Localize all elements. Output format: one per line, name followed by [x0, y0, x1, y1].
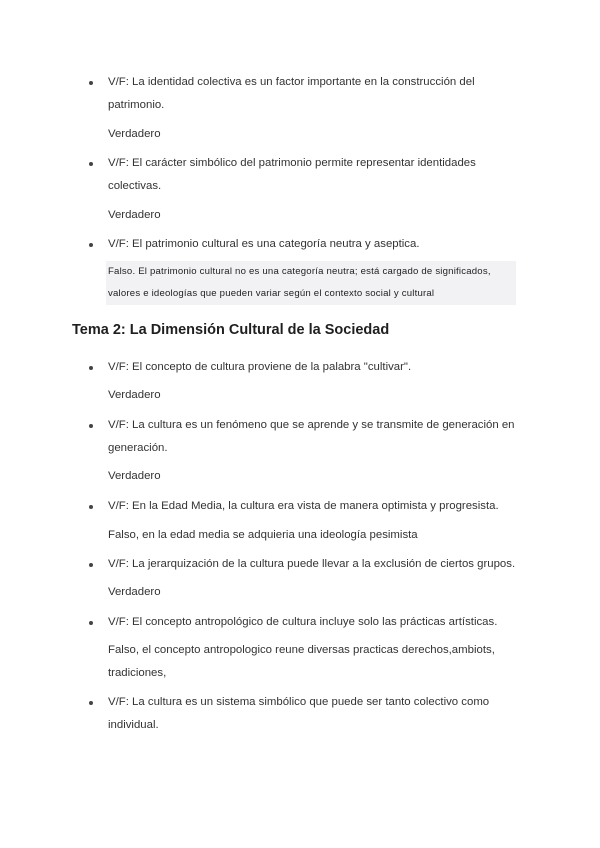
question-text: V/F: La cultura es un sistema simbólico que puede ser tanto colectivo como individual. — [108, 696, 490, 731]
question-text: V/F: La jerarquización de la cultura puede llevar a la exclusión de ciertos grupos. — [108, 558, 516, 570]
bullet-icon — [89, 424, 93, 428]
answer-text: Verdadero — [108, 389, 161, 401]
bullet-icon — [89, 505, 93, 509]
question-text: V/F: En la Edad Media, la cultura era vista de manera optimista y progresista. — [108, 500, 499, 512]
question-text: V/F: El concepto antropológico de cultura incluye solo las prácticas artísticas. — [108, 616, 498, 628]
answer-text: Verdadero — [108, 128, 161, 140]
bullet-icon — [89, 81, 93, 85]
answer-text: Verdadero — [108, 586, 161, 598]
answer-text: Verdadero — [108, 470, 161, 482]
bullet-icon — [89, 621, 93, 625]
answer-text: Verdadero — [108, 209, 161, 221]
question-text: V/F: El concepto de cultura proviene de la palabra "cultivar". — [108, 361, 412, 373]
section-heading: Tema 2: La Dimensión Cultural de la Sociedad — [72, 322, 390, 338]
question-text: V/F: El carácter simbólico del patrimonio permite representar identidades colectivas. — [108, 157, 476, 192]
question-text: V/F: El patrimonio cultural es una categoría neutra y aseptica. — [108, 238, 420, 250]
bullet-icon — [89, 366, 93, 370]
bullet-icon — [89, 162, 93, 166]
question-text: V/F: La identidad colectiva es un factor importante en la construcción del patrimonio. — [108, 76, 475, 111]
answer-text: Falso, el concepto antropologico reune diversas practicas derechos,ambiots, tradiciones, — [108, 644, 495, 679]
answer-text: Falso, en la edad media se adquieria una ideología pesimista — [108, 529, 418, 541]
bullet-icon — [89, 563, 93, 567]
question-text: V/F: La cultura es un fenómeno que se aprende y se transmite de generación en generación. — [108, 419, 515, 454]
highlighted-answer-line: Falso. El patrimonio cultural no es una categoría neutra; está cargado de significados, — [106, 261, 516, 283]
bullet-icon — [89, 243, 93, 247]
bullet-icon — [89, 701, 93, 705]
highlighted-answer-line: valores e ideologías que pueden variar según el contexto social y cultural — [106, 283, 516, 305]
